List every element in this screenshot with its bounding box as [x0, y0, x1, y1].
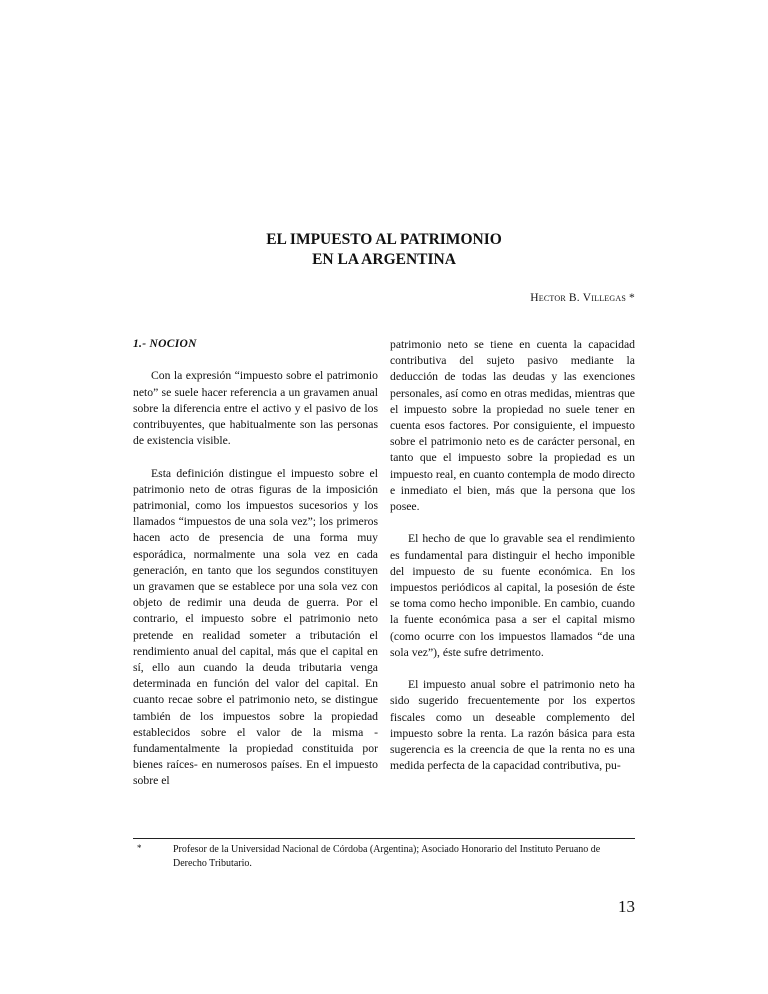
footnote: [133, 843, 635, 871]
paragraph: Esta definición distingue el impuesto sobre el patrimonio neto de otras figuras de la imposición patrimonial, como los impuestos sucesorios y los llamados “impuestos de una sola vez”; los primeros hacen acto de presencia de una forma muy esporádica, normalmente una sola vez en cada generación, en tanto que los segundos constituyen un gravamen que se establece por una sola vez con objeto de redimir una deuda de guerra. Por el contrario, el impuesto sobre el patrimonio neto pretende en realidad someter a tributación el rendimiento anual del capital, más que el capital en sí, ello aun cuando la deuda tributaria venga determinada en función del valor del capital. En cuanto recae sobre el patrimonio neto, se distingue también de los impuestos sobre la propiedad establecidos sobre el valor de la misma -fundamentalmente la propiedad constituida por bienes raíces- en numerosos países. En el impuesto sobre el: [133, 466, 378, 788]
footnote-text: Profesor de la Universidad Nacional de Córdoba (Argentina); Asociado Honorario del Instituto Peruano de Derecho Tributario.: [173, 844, 601, 869]
section-heading: 1.- NOCION: [133, 338, 197, 350]
author-name: Hector B. Villegas *: [530, 292, 635, 304]
title-line-1: EL IMPUESTO AL PATRIMONIO: [266, 231, 502, 248]
paragraph: patrimonio neto se tiene en cuenta la capacidad contributiva del sujeto pasivo mediante la deducción de todas las deudas y las exenciones personales, así como en otras medidas, mientras que el impuesto sobre la propiedad no suele tener en cuenta esos factores. Por consiguiente, el impuesto sobre el patrimonio neto es de carácter personal, en tanto que el impuesto sobre la propiedad es un impuesto real, en cuanto contempla de modo directo e inmediato el bien, más que la persona que los posee.: [390, 338, 635, 514]
page-number: 13: [618, 897, 635, 916]
article-title: [0, 230, 768, 270]
left-column: [133, 336, 378, 806]
paragraph: El impuesto anual sobre el patrimonio neto ha sido sugerido frecuentemente por los expertos fiscales como un deseable complemento del impuesto sobre la renta. La razón básica para esta sugerencia es la creencia de que la renta no es una medida perfecta de la capacidad contributiva, pu-: [390, 678, 635, 773]
footnote-mark: *: [137, 843, 142, 853]
right-column: [390, 337, 635, 791]
paragraph: El hecho de que lo gravable sea el rendimiento es fundamental para distinguir el hecho imponible del impuesto de su fuente económica. En los impuestos periódicos al capital, la posesión de éste se toma como hecho imponible. En cambio, cuando la fuente económica pasa a ser el capital mismo (como ocurre con los impuestos llamados “de una sola vez”), éste sufre detrimento.: [390, 532, 635, 659]
title-line-2: EN LA ARGENTINA: [312, 251, 456, 268]
footnote-divider: [133, 838, 635, 839]
paragraph: Con la expresión “impuesto sobre el patrimonio neto” se suele hacer referencia a un gravamen anual sobre la diferencia entre el activo y el pasivo de los contribuyentes, que habitualmente son las personas de existencia visible.: [133, 369, 378, 448]
